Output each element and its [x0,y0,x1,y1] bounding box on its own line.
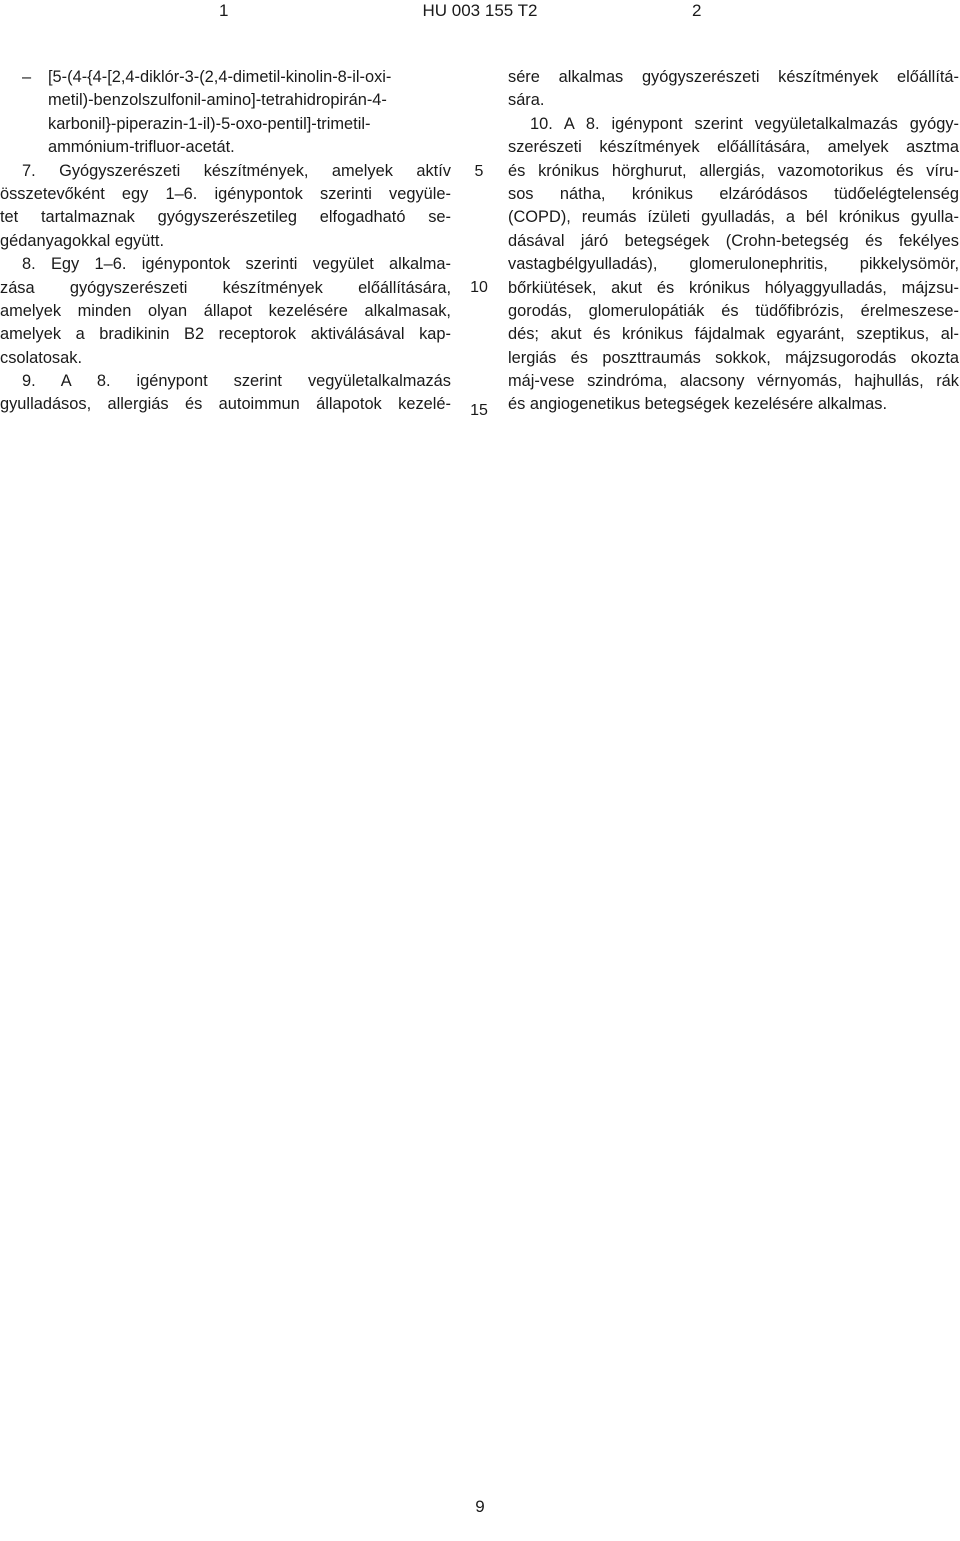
text-line: lergiás és poszttraumás sokkok, májzsugorodás okozta [508,348,959,367]
header-right-page-number: 2 [692,1,702,20]
left-text-column [0,66,451,417]
text-line: dásával járó betegségek (Crohn-betegség és fekélyes [508,231,959,250]
text-line: zása gyógyszerészeti készítmények előállítására, [0,278,451,297]
list-dash: – [22,68,32,86]
text-line: sos nátha, krónikus elzáródásos tüdőelégtelenség [508,184,959,203]
text-line: máj-vese szindróma, alacsony vérnyomás, hajhullás, rák [508,372,959,391]
text-line: és krónikus hörghurut, allergiás, vazomotorikus és víru- [508,161,959,180]
claim-8-start: 8. Egy 1–6. igénypontok szerinti vegyület alkalma- [22,255,451,274]
line-number-5: 5 [474,163,484,180]
claim-10-start: 10. A 8. igénypont szerint vegyületalkalmazás gyógy- [530,114,959,133]
text-line: metil)-benzolszulfonil-amino]-tetrahidropirán-4- [48,91,387,110]
text-line: sára. [508,91,545,110]
text-line: szerészeti készítmények előállítására, amelyek asztma [508,138,959,157]
text-line: gorodás, glomerulopátiák és tüdőfibrózis, érelmeszese- [508,301,959,320]
footer-page-number: 9 [475,1497,485,1516]
text-line: ammónium-trifluor-acetát. [48,138,235,157]
text-line: [5-(4-{4-[2,4-diklór-3-(2,4-dimetil-kinolin-8-il-oxi- [48,68,392,86]
text-line: gyulladásos, allergiás és autoimmun állapotok kezelé- [0,395,451,414]
text-line: dés; akut és krónikus fájdalmak egyaránt, szeptikus, al- [508,325,959,344]
right-text-column [508,66,959,417]
text-line: vastagbélgyulladás), glomerulonephritis, pikkelysömör, [508,255,959,274]
text-line: tet tartalmaznak gyógyszerészetileg elfogadható se- [0,208,451,227]
text-line: összetevőként egy 1–6. igénypontok szerinti vegyüle- [0,184,451,203]
claim-9-start: 9. A 8. igénypont szerint vegyületalkalmazás [22,372,451,391]
header-left-page-number: 1 [219,1,229,20]
text-line: sére alkalmas gyógyszerészeti készítmények előállítá- [508,68,959,86]
claim-compound-line [0,66,451,89]
claim-7-start: 7. Gyógyszerészeti készítmények, amelyek aktív [22,161,451,180]
text-line: gédanyagokkal együtt. [0,231,165,250]
text-line: bőrkiütések, akut és krónikus hólyaggyulladás, májzsu- [508,278,959,297]
text-line: karbonil}-piperazin-1-il)-5-oxo-pentil]-trimetil- [48,114,371,133]
text-line: (COPD), reumás ízületi gyulladás, a bél krónikus gyulla- [508,208,959,227]
patent-number-title: HU 003 155 T2 [422,1,538,20]
text-line: amelyek minden olyan állapot kezelésére alkalmasak, [0,301,451,320]
line-number-15: 15 [470,402,488,419]
line-number-10: 10 [470,279,488,296]
text-line: és angiogenetikus betegségek kezelésére alkalmas. [508,395,888,414]
text-line: amelyek a bradikinin B2 receptorok aktiválásával kap- [0,325,451,344]
text-line: csolatosak. [0,348,82,367]
